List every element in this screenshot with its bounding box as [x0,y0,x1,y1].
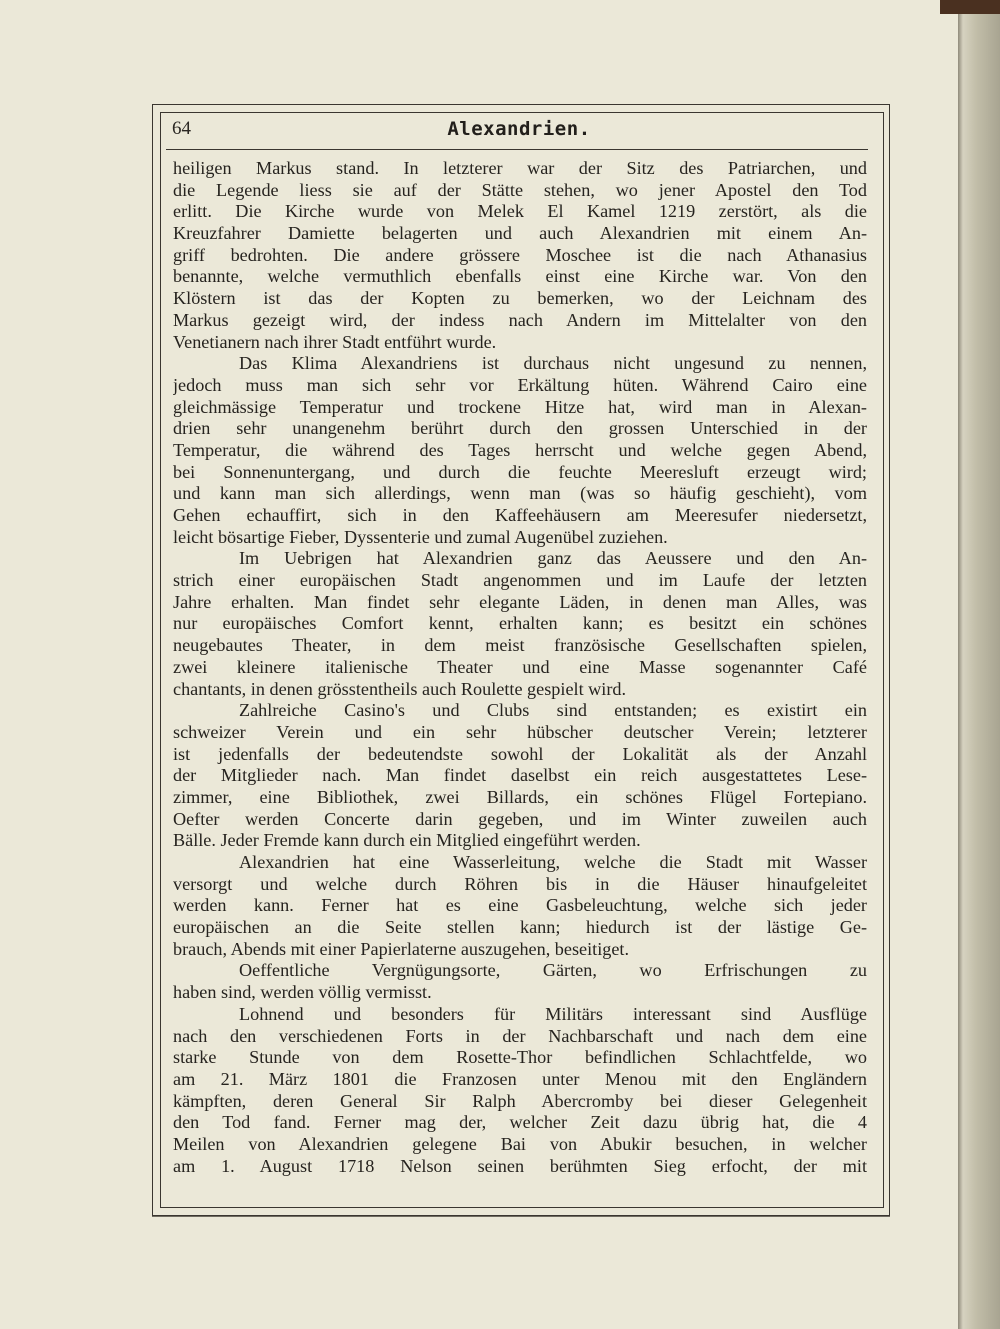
page-number: 64 [172,118,191,139]
text-line: Bälle. Jeder Fremde kann durch ein Mitglied eingeführt werden. [173,830,641,851]
text-line: Gehen echauffirt, sich in den Kaffeehäusern am Meeresufer niedersetzt, [173,505,867,525]
text-line: griff bedrohten. Die andere grössere Moschee ist die nach Athanasius [173,244,867,265]
text-line: und kann man sich allerdings, wenn man (was so häufig geschieht), vom [173,483,867,504]
text-line: brauch, Abends mit einer Papierlaterne auszugehen, beseitiget. [173,938,630,959]
bottom-rule [152,1216,890,1217]
text-line: erlitt. Die Kirche wurde von Melek El Kamel 1219 zerstört, als die [173,201,867,222]
text-line: Zahlreiche Casino's und Clubs sind entstanden; es existirt ein [239,700,867,721]
text-line: benannte, welche vermuthlich ebenfalls einst eine Kirche war. Von den [173,266,867,287]
book-spine [958,0,1000,1329]
text-line: drien sehr unangenehm berührt durch den grossen Unterschied in der [173,418,867,439]
text-line: werden kann. Ferner hat es eine Gasbeleuchtung, welche sich jeder [173,895,867,916]
text-line: am 1. August 1718 Nelson seinen berühmten Sieg erfocht, der mit [173,1155,867,1176]
text-line: jedoch muss man sich sehr vor Erkältung hüten. Während Cairo eine [173,374,867,395]
text-line: chantants, in denen grösstentheils auch Roulette gespielt wird. [173,678,627,699]
text-line: den Tod fand. Ferner mag der, welcher Zeit dazu übrig hat, die 4 [173,1112,867,1133]
text-line: leicht bösartige Fieber, Dyssenterie und zumal Augenübel zuziehen. [173,526,668,547]
text-line: Meilen von Alexandrien gelegene Bai von Abukir besuchen, in welcher [173,1133,867,1154]
text-line: nach den verschiedenen Forts in der Nachbarschaft und nach dem eine [173,1025,867,1046]
text-line: starke Stunde von dem Rosette-Thor befindlichen Schlachtfelde, wo [173,1047,867,1068]
text-line: Oefter werden Concerte darin gegeben, und im Winter zuweilen auch [173,808,867,829]
text-line: zimmer, eine Bibliothek, zwei Billards, ein schönes Flügel Fortepiano. [173,786,867,807]
text-line: bei Sonnenuntergang, und durch die feuchte Meeresluft erzeugt wird; [173,461,867,482]
text-line: neugebautes Theater, in dem meist französische Gesellschaften spielen, [173,635,867,656]
body-text [173,158,867,1177]
text-line: Lohnend und besonders für Militärs interessant sind Ausflüge [239,1003,867,1024]
text-line: Venetianern nach ihrer Stadt entführt wurde. [173,331,497,352]
header-rule [166,149,868,150]
running-title: Alexandrien. [447,118,591,140]
text-line: gleichmässige Temperatur und trockene Hitze hat, wird man in Alexan- [173,396,867,417]
text-line: haben sind, werden völlig vermisst. [173,982,432,1003]
text-line: Das Klima Alexandriens ist durchaus nicht ungesund zu nennen, [239,353,867,374]
text-line: Oeffentliche Vergnügungsorte, Gärten, wo Erfrischungen zu [239,960,867,981]
text-line: strich einer europäischen Stadt angenommen und im Laufe der letzten [173,570,867,591]
text-line: versorgt und welche durch Röhren bis in die Häuser hinaufgeleitet [173,873,867,894]
text-line: Kreuzfahrer Damiette belagerten und auch Alexandrien mit einem An- [173,223,867,244]
text-line: Markus gezeigt wird, der indess nach Andern im Mittelalter von den [173,309,867,330]
text-line: Im Uebrigen hat Alexandrien ganz das Aeussere und den An- [239,548,867,569]
text-line: Jahre erhalten. Man findet sehr elegante Läden, in denen man Alles, was [173,591,867,612]
running-header [172,118,866,144]
text-line: Alexandrien hat eine Wasserleitung, welche die Stadt mit Wasser [239,852,867,872]
text-line: zwei kleinere italienische Theater und eine Masse sogenannter Café [173,656,867,677]
text-line: Temperatur, die während des Tages herrscht und welche gegen Abend, [173,439,867,460]
binding-edge [940,0,1000,14]
text-line: am 21. März 1801 die Franzosen unter Menou mit den Engländern [173,1068,867,1089]
text-line: Klöstern ist das der Kopten zu bemerken, wo der Leichnam des [173,288,867,309]
text-line: der Mitglieder nach. Man findet daselbst ein reich ausgestattetes Lese- [173,765,867,786]
text-line: ist jedenfalls der bedeutendste sowohl der Lokalität als der Anzahl [173,743,867,764]
text-line: europäischen an die Seite stellen kann; hiedurch ist der lästige Ge- [173,917,867,938]
text-line: nur europäisches Comfort kennt, erhalten kann; es besitzt ein schönes [173,613,867,634]
text-line: die Legende liess sie auf der Stätte stehen, wo jener Apostel den Tod [173,179,867,200]
text-line: heiligen Markus stand. In letzterer war der Sitz des Patriarchen, und [173,158,867,178]
text-line: schweizer Verein und ein sehr hübscher deutscher Verein; letzterer [173,721,867,742]
text-line: kämpften, deren General Sir Ralph Abercromby bei dieser Gelegenheit [173,1090,867,1111]
